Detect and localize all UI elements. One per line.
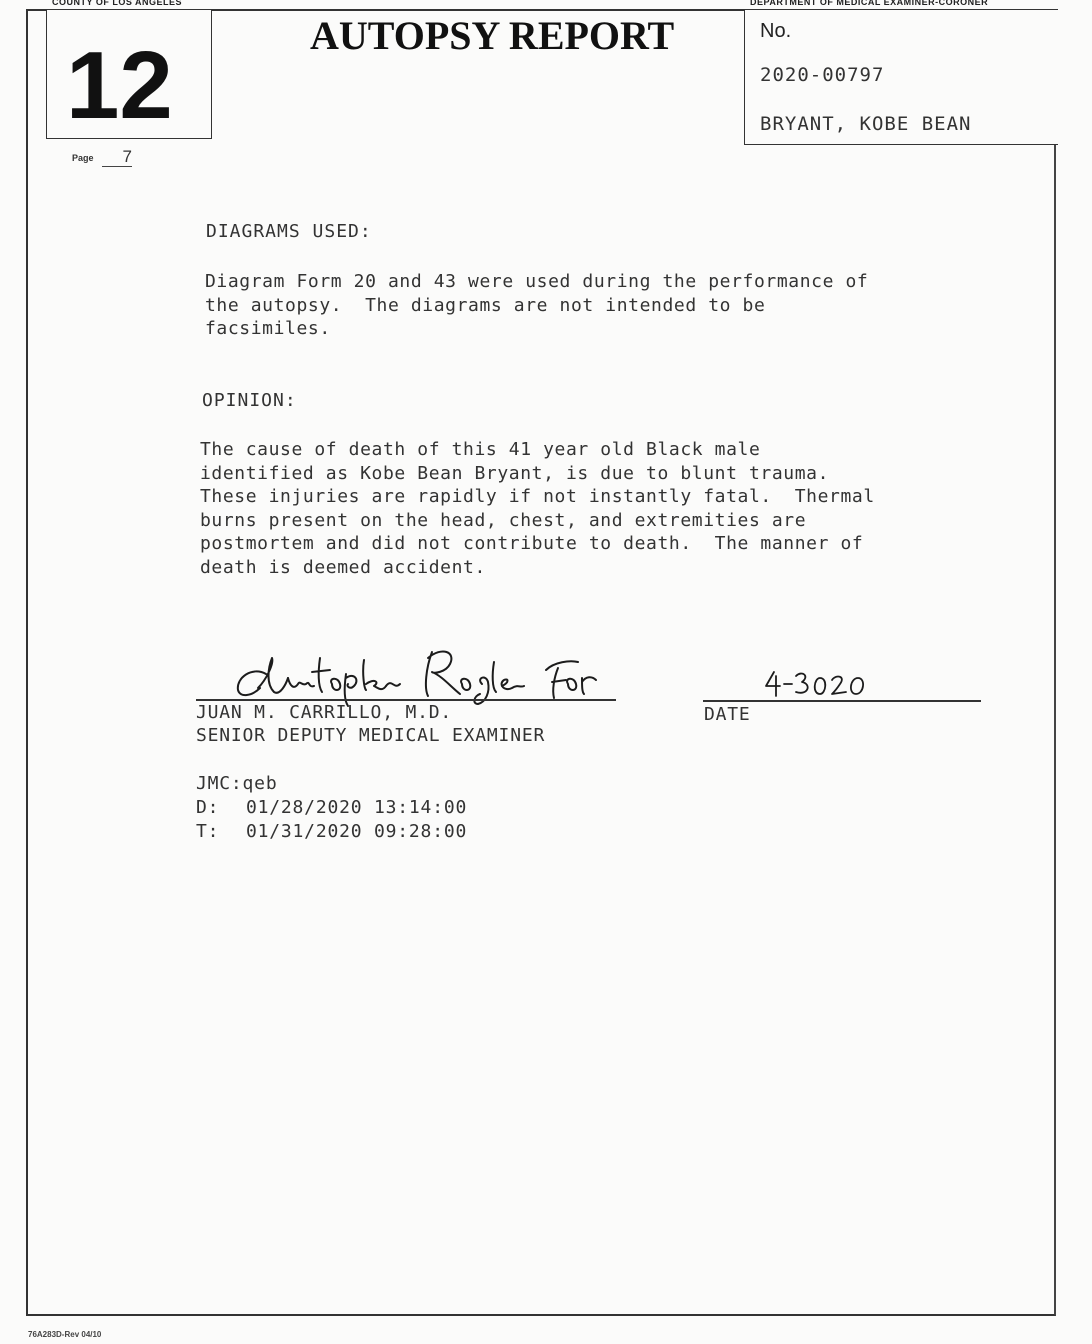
opinion-line: The cause of death of this 41 year old Black male xyxy=(200,439,761,460)
diagrams-paragraph xyxy=(205,270,868,341)
decedent-name: BRYANT, KOBE BEAN xyxy=(760,113,972,135)
examiner-title: SENIOR DEPUTY MEDICAL EXAMINER xyxy=(196,725,546,746)
opinion-line: postmortem and did not contribute to death. The manner of xyxy=(200,533,864,555)
department-name: DEPARTMENT OF MEDICAL EXAMINER-CORONER xyxy=(750,0,989,7)
handwritten-date xyxy=(760,668,870,700)
date-line xyxy=(703,700,981,702)
dictated-timestamp: 01/28/2020 13:14:00 xyxy=(246,797,468,818)
handwritten-signature xyxy=(228,638,608,708)
typed-timestamp: 01/31/2020 09:28:00 xyxy=(246,821,468,842)
transcriber-initials: JMC:qeb xyxy=(196,773,278,794)
county-name: COUNTY OF LOS ANGELES xyxy=(52,0,183,7)
opinion-line: burns present on the head, chest, and extremities are xyxy=(200,509,807,531)
case-number: 2020-00797 xyxy=(760,64,885,86)
diagrams-heading: DIAGRAMS USED: xyxy=(206,221,372,242)
date-label: DATE xyxy=(704,704,751,725)
diagrams-line: Diagram Form 20 and 43 were used during the performance of xyxy=(205,271,869,292)
opinion-paragraph xyxy=(200,438,875,580)
exhibit-number: 12 xyxy=(66,32,173,139)
typed-label: T: xyxy=(196,821,220,842)
page-number: 7 xyxy=(102,148,132,167)
opinion-heading: OPINION: xyxy=(202,390,297,411)
opinion-line: These injuries are rapidly if not instantly fatal. Thermal xyxy=(200,486,875,508)
diagrams-line: the autopsy. The diagrams are not intended to be xyxy=(205,294,766,316)
form-code: 76A283D-Rev 04/10 xyxy=(28,1330,102,1339)
case-number-label: No. xyxy=(760,20,792,42)
signature-line xyxy=(196,699,616,701)
opinion-line: death is deemed accident. xyxy=(200,556,486,578)
page-label: Page xyxy=(72,153,94,163)
report-title: AUTOPSY REPORT xyxy=(310,13,675,58)
examiner-name: JUAN M. CARRILLO, M.D. xyxy=(196,702,453,723)
opinion-line: identified as Kobe Bean Bryant, is due to blunt trauma. xyxy=(200,462,830,484)
dictated-label: D: xyxy=(196,797,220,818)
diagrams-line: facsimiles. xyxy=(205,318,331,340)
